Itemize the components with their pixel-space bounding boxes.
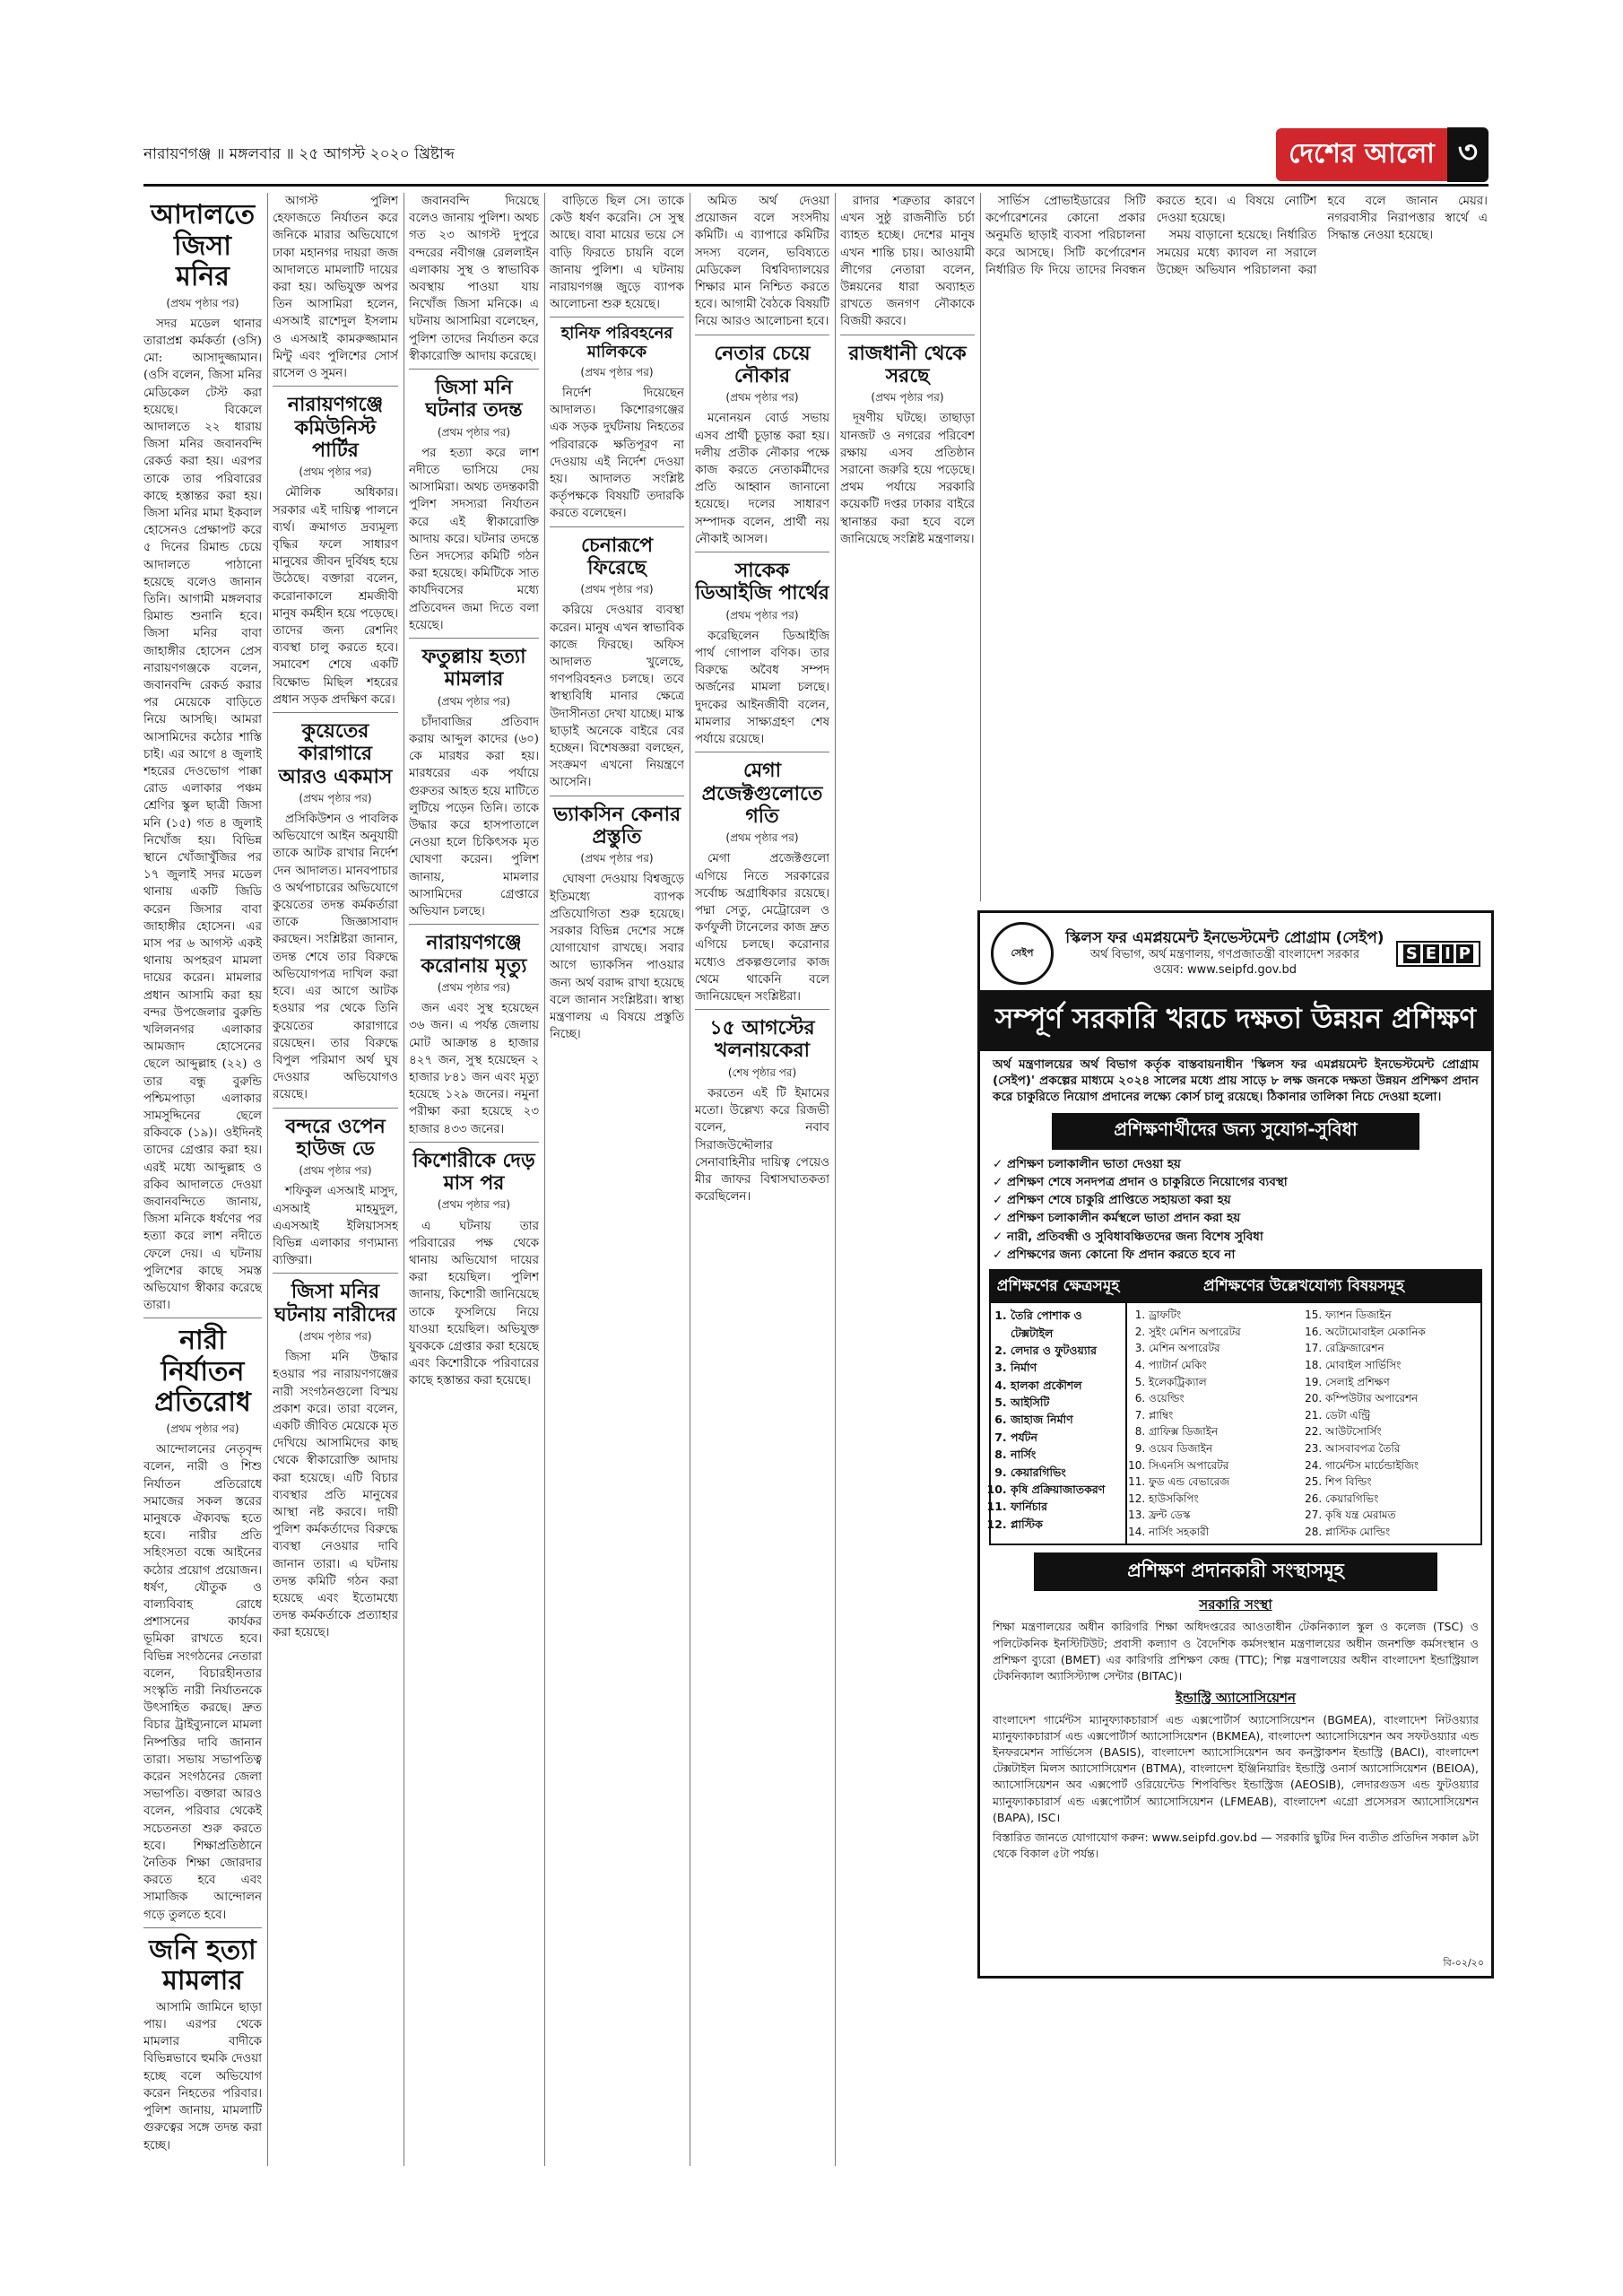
list-item: 10. সিএনসি অপারেটর: [1149, 1457, 1300, 1474]
article-body: দূষণীয় ঘটছে। তাছাড়া যানজট ও নগরের পরিবেশ রক্ষায় এসব প্রতিষ্ঠান সরানো জরুরি হয়ে পড়েছে। প্রথম পর্যায়ে সরকারি কয়েকটি দপ্তর ঢাকার বাইরে স্থানান্তর করা হবে বলে জানিয়েছে সংশ্লিষ্ট মন্ত্রণালয়।: [840, 412, 975, 546]
headline: নারী নির্যাতন প্রতিরোধ: [154, 1325, 251, 1419]
headline: জিসা মনির ঘটনায় নারীদের: [273, 1280, 397, 1326]
list-item: 24. গার্মেন্টস মার্চেন্ডাইজিং: [1325, 1457, 1477, 1474]
article-body: মৌলিক অধিকার। সরকার এই দায়িত্ব পালনে ব্যর্থ। ক্রমাগত দ্রব্যমূল্য বৃদ্ধির ফলে সাধারণ মানুষের জীবন দুর্বিষহ হয়ে উঠেছে। বক্তারা বলেন, করোনাকালে শ্রমজীবী মানুষ কর্মহীন হয়ে পড়েছে। তাদের জন্য রেশনিং ব্যবস্থা চালু করতে হবে। সমাবেশ শেষে একটি বিক্ষোভ মিছিল শহরের প্রধান সড়ক প্রদক্ষিণ করে।: [273, 484, 398, 713]
continuation-note: (প্রথম পৃষ্ঠার পর): [871, 391, 944, 404]
industry-providers-text: বাংলাদেশ গার্মেন্টস ম্যানুফ্যাকচারার্স এন্ড এক্সপোর্টার্স অ্যাসোসিয়েশন (BGMEA), বাংলাদেশ নিটওয়্যার ম্যানুফ্যাকচারার্স এন্ড এক্সপোর্টার্স অ্যাসোসিয়েশন (BKMEA), বাংলাদেশ অ্যাসোসিয়েশন অব সফটওয়্যার এন্ড ইনফরমেশন সার্ভিসেস (BASIS), বাংলাদেশ অ্যাসোসিয়েশন অব কনস্ট্রাকশন ইন্ডাস্ট্রি (BACI), বাংলাদেশ টেক্সটাইল মিলস অ্যাসোসিয়েশন (BTMA), বাংলাদেশ ইঞ্জিনিয়ারিং ইন্ডাস্ট্রি ওনার্স অ্যাসোসিয়েশন (BEIOA), অ্যাসোসিয়েশন অব এক্সপোর্ট ওরিয়েন্টেড শিপবিল্ডিং ইন্ডাস্ট্রিজ (AEOSIB), লেদারগুডস এন্ড ফুটওয়্যার ম্যানুফ্যাকচারার্স এন্ড এক্সপোর্টার্স অ্যাসোসিয়েশন (LFMEAB), বাংলাদেশ এগ্রো প্রসেসরস অ্যাসোসিয়েশন (BAPA), ISC।: [993, 1712, 1479, 1824]
benefits-title: প্রশিক্ষণার্থীদের জন্য সুযোগ-সুবিধা: [1052, 1113, 1419, 1150]
article-body: সার্ভিস প্রোভাইডারের সিটি কর্পোরেশনের কোনো প্রকার অনুমতি ছাড়াই ব্যবসা পরিচালনা করে আসছে। সিটি কর্পোরেশন নির্ধারিত ফি দিয়ে তাদের নিবন্ধন করতে হবে। এ বিষয়ে নোটিশ দেওয়া হয়েছে।: [985, 195, 1317, 277]
list-item: 8. গ্রাফিক্স ডিজাইন: [1149, 1423, 1300, 1440]
sectors-column: [991, 1271, 1127, 1544]
list-item: 19. সেলাই প্রশিক্ষণ: [1325, 1374, 1477, 1391]
list-item: 11. ফার্নিচার: [1011, 1498, 1122, 1515]
list-item: 3. নির্মাণ: [1011, 1359, 1122, 1376]
ad-banner: সম্পূর্ণ সরকারি খরচে দক্ষতা উন্নয়ন প্রশিক্ষণ: [980, 990, 1491, 1051]
list-item: 3. মেশিন অপারেটর: [1149, 1340, 1300, 1357]
topics-header: প্রশিক্ষণের উল্লেখযোগ্য বিষয়সমূহ: [1127, 1271, 1480, 1303]
headline: ফতুল্লায় হত্যা মামলার: [421, 645, 526, 691]
page-header: [143, 130, 1488, 180]
column-divider: [980, 193, 981, 901]
list-item: 1. তৈরি পোশাক ও টেক্সটাইল: [1011, 1307, 1122, 1342]
list-item: 16. অটোমোবাইল মেকানিক: [1325, 1324, 1477, 1341]
article-body: চাঁদাবাজির প্রতিবাদ করায় আব্দুল কাদের (৬০) কে মারধর করা হয়। মারধরের এক পর্যায়ে গুরুতর আহত হয়ে মাটিতে লুটিয়ে পড়েন তিনি। তাকে উদ্ধার করে হাসপাতালে নেওয়া হলে চিকিৎসক মৃত ঘোষণা করেন। পুলিশ জানায়, মামলার আসামিদের গ্রেপ্তারে অভিযান চলছে।: [409, 714, 539, 925]
list-item: 25. শিপ বিল্ডিং: [1325, 1474, 1477, 1491]
list-item: 7. প্লাম্বিং: [1149, 1407, 1300, 1424]
list-item: 7. পর্যটন: [1011, 1429, 1122, 1446]
article-body: আন্দোলনের নেতৃবৃন্দ বলেন, নারী ও শিশু নির্যাতন প্রতিরোধে সমাজের সকল স্তরের মানুষকে ঐক্যবদ্ধ হতে হবে। নারীর প্রতি সহিংসতা বন্ধে আইনের কঠোর প্রয়োগ প্রয়োজন। ধর্ষণ, যৌতুক ও বাল্যবিবাহ রোধে প্রশাসনের কার্যকর ভূমিকা রাখতে হবে। বিভিন্ন সংগঠনের নেতারা বলেন, বিচারহীনতার সংস্কৃতি নারী নির্যাতনকে উৎসাহিত করছে। দ্রুত বিচার ট্রাইব্যুনালে মামলা নিষ্পত্তির দাবি জানান তারা। সভায় সভাপতিত্ব করেন সংগঠনের জেলা সভাপতি। বক্তারা আরও বলেন, পরিবার থেকেই সচেতনতা শুরু করতে হবে। শিক্ষাপ্রতিষ্ঠানে নৈতিক শিক্ষা জোরদার করতে হবে এবং সামাজিক আন্দোলন গড়ে তুলতে হবে।: [143, 1441, 262, 1928]
continuation-note: (প্রথম পৃষ্ঠার পর): [299, 1329, 372, 1343]
ad-code: বি-০২/২০: [1443, 1957, 1484, 1969]
industry-providers-heading: ইন্ডাস্ট্রি অ্যাসোসিয়েশন: [1176, 1689, 1296, 1706]
headline: চেনারূপে ফিরেছে: [580, 533, 654, 579]
article-body: পর হত্যা করে লাশ নদীতে ভাসিয়ে দেয় আসামিরা। অথচ তদন্তকারী পুলিশ সদস্যরা নির্যাতন করে এই স্বীকারোক্তি আদায় করে। ঘটনার তদন্তে তিন সদস্যের কমিটি গঠন করা হয়েছে। কমিটিকে সাত কার্যদিবসের মধ্যে প্রতিবেদন জমা দিতে বলা হয়েছে।: [409, 445, 539, 639]
continuation-note: (প্রথম পৃষ্ঠার পর): [437, 1198, 511, 1212]
list-item: 9. ওয়েব ডিজাইন: [1149, 1440, 1300, 1457]
continuation-note: (প্রথম পৃষ্ঠার পর): [437, 694, 511, 708]
column-divider: [267, 193, 268, 2166]
article-body: করতেন এই টি ইমামের মতো। উল্লেখ্য করে রিজভী বলেন, নবাব সিরাজউদ্দৌলার সেনাবাহিনীর দায়িত্ব পেয়েও মীর জাফর বিশ্বাসঘাতকতা করেছিলেন।: [695, 1086, 829, 1205]
continuation-note: (প্রথম পৃষ্ঠার পর): [725, 608, 799, 622]
article-body: করেছিলেন ডিআইজি পার্থ গোপাল বণিক। তার বিরুদ্ধে অবৈধ সম্পদ অর্জনের মামলা চলছে। দুদকের আইনজীবী বলেন, মামলার সাক্ষ্যগ্রহণ শেষ পর্যায়ে রয়েছে।: [695, 628, 829, 752]
list-item: 2. সুইং মেশিন অপারেটর: [1149, 1324, 1300, 1341]
topics-list-a: [1149, 1307, 1300, 1540]
headline: নারায়ণগঞ্জে কমিউনিস্ট পার্টির: [287, 393, 384, 462]
list-item: 2. লেদার ও ফুটওয়্যার: [1011, 1342, 1122, 1359]
continuation-note: (প্রথম পৃষ্ঠার পর): [299, 1164, 372, 1178]
list-item: ✓ প্রশিক্ষণ শেষে চাকুরি প্রাপ্তিতে সহায়তা করা হয়: [993, 1191, 1479, 1209]
article-body: এ ঘটনায় তার পরিবারের পক্ষ থেকে থানায় অভিযোগ দায়ের করা হয়েছিল। পুলিশ জানায়, কিশোরী জানিয়েছে তাকে ফুসলিয়ে নিয়ে যাওয়া হয়েছিল। অভিযুক্ত যুবককে গ্রেপ্তার করা হয়েছে এবং কিশোরীকে পরিবারের কাছে হস্তান্তর করা হয়েছে।: [409, 1219, 539, 1388]
continuation-note: (প্রথম পৃষ্ঠার পর): [299, 791, 372, 804]
list-item: ✓ প্রশিক্ষণ শেষে সনদপত্র প্রদান ও চাকুরিতে নিয়োগের ব্যবস্থা: [993, 1173, 1479, 1191]
list-item: 12. হাউসকিপিং: [1149, 1491, 1300, 1508]
headline: ১৫ আগস্টের খলনায়কেরা: [709, 1016, 815, 1063]
article-body: সময় বাড়ানো হয়েছে। নির্ধারিত সময়ের মধ্যে ক্যাবল না সরালে উচ্ছেদ অভিযান পরিচালনা করা হবে বলে জানান মেয়র। নগরবাসীর নিরাপত্তার স্বার্থে এ সিদ্ধান্ত নেওয়া হয়েছে।: [1156, 195, 1488, 277]
column-2: [273, 193, 398, 2166]
list-item: 4. প্যাটার্ন মেকিং: [1149, 1357, 1300, 1374]
headline: নারায়ণগঞ্জে করোনায় মৃত্যু: [421, 931, 527, 978]
ad-intro: অর্থ মন্ত্রণালয়ের অর্থ বিভাগ কর্তৃক বাস্তবায়নাধীন 'স্কিলস ফর এমপ্লয়মেন্ট ইনভেস্টমেন্ট প্রোগ্রাম (সেইপ)' প্রকল্পের মাধ্যমে ২০২৪ সালের মধ্যে প্রায় সাড়ে ৮ লক্ষ জনকে দক্ষতা উন্নয়ন প্রশিক্ষণ প্রদান করে চাকুরিতে নিয়োগ প্রদানের লক্ষ্যে কোর্স চালু রয়েছে। ঠিকানার তালিকা নিচে দেওয়া হলো।: [993, 1057, 1479, 1105]
continuation-note: (প্রথম পৃষ্ঠার পর): [725, 391, 799, 404]
list-item: 26. কেয়ারগিভিং: [1325, 1491, 1477, 1508]
headline: সাকেক ডিআইজি পার্থের: [695, 559, 829, 605]
article-body: প্রসিকিউশন ও পাবলিক অভিযোগে আইন অনুযায়ী তাকে আটক রাখার নির্দেশ দেন আদালত। মানবপাচার ও অর্থপাচারের অভিযোগে কুয়েতের তদন্ত কর্মকর্তারা তাকে জিজ্ঞাসাবাদ করছেন। সংশ্লিষ্টরা জানান, তদন্ত শেষে তার বিরুদ্ধে অভিযোগপত্র দাখিল করা হবে। এর আগে আটক হওয়ার পর থেকে তিনি কুয়েতের কারাগারে রয়েছেন। তার বিরুদ্ধে বিপুল পরিমাণ অর্থ ঘুষ দেওয়ার অভিযোগও রয়েছে।: [273, 811, 398, 1108]
column-3: [409, 193, 539, 2166]
header-rule: [143, 184, 1488, 187]
list-item: 28. প্লাস্টিক মোল্ডিং: [1325, 1524, 1477, 1541]
benefits-list: [993, 1155, 1479, 1265]
headline: জনি হত্যা মামলার: [149, 1934, 256, 1997]
list-item: 14. নার্সিং সহকারী: [1149, 1524, 1300, 1541]
list-item: 13. ফ্রন্ট ডেস্ক: [1149, 1507, 1300, 1524]
continuation-note: (প্রথম পৃষ্ঠার পর): [166, 1422, 239, 1435]
continuation-note: (প্রথম পৃষ্ঠার পর): [299, 465, 372, 479]
column-4: [550, 193, 684, 2166]
continuation-note: (প্রথম পৃষ্ঠার পর): [580, 852, 654, 865]
list-item: 27. কৃষি যন্ত্র মেরামত: [1325, 1507, 1477, 1524]
headline: আদালতে জিসা মনির: [150, 199, 256, 292]
list-item: ✓ প্রশিক্ষণ চলাকালীন কর্মস্থলে ভাতা প্রদান করা হয়: [993, 1209, 1479, 1227]
article-body: অমিত অর্থ দেওয়া প্রয়োজন বলে সংসদীয় কমিটি। এ ব্যাপারে কমিটির সদস্য বলেন, ভবিষ্যতে মেডিকেল বিশ্ববিদ্যালয়ের শিক্ষার মান নিশ্চিত করতে হবে। আগামী বৈঠকে বিষয়টি নিয়ে আরও আলোচনা হবে।: [695, 193, 829, 335]
ad-org-name: স্কিলস ফর এমপ্লয়মেন্ট ইনভেস্টমেন্ট প্রোগ্রাম (সেইপ) অর্থ বিভাগ, অর্থ মন্ত্রণালয়, গণপ্রজাতন্ত্রী বাংলাদেশ সরকার ওয়েব: www.seipfd.gov.bd: [1065, 929, 1384, 977]
article-body: জন এবং সুস্থ হয়েছেন ৩৬ জন। এ পর্যন্ত জেলায় মোট আক্রান্ত ৪ হাজার ৪২৭ জন, সুস্থ হয়েছেন ২ হাজার ৮৪১ জন এবং মৃত্যু হয়েছে ১২৯ জনের। নমুনা পরীক্ষা করা হয়েছে ২৩ হাজার ৪৩৩ জনের।: [409, 1000, 539, 1143]
headline: বন্দরে ওপেন হাউজ ডে: [285, 1114, 386, 1161]
column-6: [840, 193, 975, 901]
headline: রাজধানী থেকে সরছে: [848, 341, 967, 387]
continuation-note: (শেষ পৃষ্ঠার পর): [727, 1065, 797, 1079]
headline: কিশোরীকে দেড় মাস পর: [412, 1148, 535, 1196]
article-body: নির্দেশ দিয়েছেন আদালত। কিশোরগঞ্জের এক সড়ক দুর্ঘটনায় নিহতের পরিবারকে ক্ষতিপূরণ না দেওয়ায় এই নির্দেশ দেওয়া হয়। আদালত সংশ্লিষ্ট কর্তৃপক্ষকে বিষয়টি তদারকি করতে বলেছেন।: [550, 385, 684, 527]
continuation-note: (প্রথম পৃষ্ঠার পর): [437, 980, 511, 994]
continuation-note: (প্রথম পৃষ্ঠার পর): [580, 365, 654, 378]
list-item: ✓ নারী, প্রতিবন্ধী ও সুবিধাবঞ্চিতদের জন্য বিশেষ সুবিধা: [993, 1228, 1479, 1246]
headline: হানিফ পরিবহনের মালিককে: [560, 324, 673, 362]
list-item: 15. ফ্যাশন ডিজাইন: [1325, 1307, 1477, 1324]
list-item: ✓ প্রশিক্ষণ চলাকালীন ভাতা দেওয়া হয়: [993, 1155, 1479, 1173]
list-item: 10. কৃষি প্রক্রিয়াজাতকরণ: [1011, 1481, 1122, 1498]
list-item: 22. আউটসোর্সিং: [1325, 1423, 1477, 1440]
article-body: আসামি জামিনে ছাড়া পায়। এরপর থেকে মামলার বাদীকে বিভিন্নভাবে হুমকি দেওয়া হচ্ছে বলে অভিযোগ করেন নিহতের পরিবার। পুলিশ জানায়, মামলাটি গুরুত্বের সঙ্গে তদন্ত করা হচ্ছে।: [143, 2000, 262, 2152]
list-item: 1. ড্রাফটিং: [1149, 1307, 1300, 1324]
list-item: 6. জাহাজ নির্মাণ: [1011, 1411, 1122, 1428]
article-body: জিসা মনি উদ্ধার হওয়ার পর নারায়ণগঞ্জের নারী সংগঠনগুলো বিস্ময় প্রকাশ করে। তারা বলেন, একটি জীবিত মেয়েকে মৃত দেখিয়ে আসামিদের কাছ থেকে স্বীকারোক্তি আদায় করা হয়েছে। এটি বিচার ব্যবস্থার প্রতি মানুষের আস্থা নষ্ট করবে। দায়ী পুলিশ কর্মকর্তাদের বিরুদ্ধে ব্যবস্থা নেওয়ার দাবি জানান তারা। এ ঘটনায় তদন্ত কমিটি গঠন করা হয়েছে এবং ইতোমধ্যে তদন্ত কর্মকর্তাকে প্রত্যাহার করা হয়েছে।: [273, 1351, 398, 1640]
list-item: 5. আইসিটি: [1011, 1394, 1122, 1411]
list-item: 18. মোবাইল সার্ভিসিং: [1325, 1357, 1477, 1374]
list-item: 17. রেফ্রিজারেশন: [1325, 1340, 1477, 1357]
article-body: করিয়ে দেওয়ার ব্যবস্থা করেন। মানুষ এখন স্বাভাবিক কাজে ফিরছে। অফিস আদালত খুলেছে, গণপরিবহনও চলছে। তবে স্বাস্থ্যবিধি মানার ক্ষেত্রে উদাসীনতা দেখা যাচ্ছে। মাস্ক ছাড়াই অনেকে বাইরে বের হচ্ছেন। বিশেষজ্ঞরা বলছেন, সংক্রমণ এখনো নিয়ন্ত্রণে আসেনি।: [550, 602, 684, 796]
training-table: [989, 1269, 1482, 1545]
continuation-note: (প্রথম পৃষ্ঠার পর): [725, 831, 799, 845]
list-item: 8. নার্সিং: [1011, 1446, 1122, 1463]
seip-advertisement: [977, 910, 1494, 1979]
headline: মেগা প্রজেক্টগুলোতে গতি: [701, 759, 823, 828]
page-number: ৩: [1447, 127, 1488, 182]
list-item: 5. ইলেকট্রিক্যাল: [1149, 1374, 1300, 1391]
headline: জিসা মনি ঘটনার তদন্ত: [425, 376, 523, 422]
article-body: জবানবন্দি দিয়েছে বলেও জানায় পুলিশ। অথচ গত ২৩ আগস্ট দুপুরে বন্দরের নবীগঞ্জ রেললাইন এলাকায় সুস্থ ও স্বাভাবিক অবস্থায় পাওয়া যায় নিখোঁজ জিসা মনিকে। এ ঘটনায় আসামিরা বলেছেন, পুলিশ তাদের নির্যাতন করে স্বীকারোক্তি আদায় করেছে।: [409, 193, 539, 370]
article-body: আগস্ট পুলিশ হেফাজতে নির্যাতন করে জনিকে মারার অভিযোগে ঢাকা মহানগর দায়রা জজ আদালতে মামলাটি দায়ের করা হয়। অভিযুক্ত অপর তিন আসামিরা হলেন, এসআই রাশেদুল ইসলাম ও এসআই কামরুজ্জামান মিন্টু এবং পুলিশের সোর্স রাসেল ও সুমন।: [273, 193, 398, 387]
topics-list-b: [1325, 1307, 1477, 1540]
continuation-note: (প্রথম পৃষ্ঠার পর): [437, 425, 511, 439]
list-item: 11. ফুড এন্ড বেভারেজ: [1149, 1474, 1300, 1491]
government-emblem-icon: সেইপ: [991, 922, 1054, 985]
list-item: 20. কম্পিউটার অপারেশন: [1325, 1390, 1477, 1407]
providers-title: প্রশিক্ষণ প্রদানকারী সংস্থাসমূহ: [1034, 1552, 1437, 1591]
column-7: [985, 193, 1488, 901]
ad-footer: বিস্তারিত জানতে যোগাযোগ করুন: www.seipfd.gov.bd — সরকারি ছুটির দিন ব্যতীত প্রতিদিন সকাল ৯টা থেকে বিকাল ৫টা পর্যন্ত।: [993, 1830, 1479, 1860]
list-item: 6. ওয়েল্ডিং: [1149, 1390, 1300, 1407]
column-5: [695, 193, 829, 2166]
article-body: রাদার শত্রুতার কারণে এখন সুষ্ঠু রাজনীতি চর্চা ব্যাহত হচ্ছে। দেশের মানুষ এখন শান্তি চায়। আওয়ামী লীগের নেতারা বলেন, উন্নয়নের ধারা অব্যাহত রাখতে জনগণ নৌকাকে বিজয়ী করবে।: [840, 193, 975, 335]
topics-column: [1127, 1271, 1480, 1544]
list-item: ✓ প্রশিক্ষণের জন্য কোনো ফি প্রদান করতে হবে না: [993, 1246, 1479, 1264]
article-body: ঘোষণা দেওয়ায় বিশ্বজুড়ে ইতিমধ্যে ব্যাপক প্রতিযোগিতা শুরু হয়েছে। সরকার বিভিন্ন দেশের সঙ্গে যোগাযোগ রাখছে। সবার আগে ভ্যাকসিন পাওয়ার জন্য অর্থ বরাদ্দ রাখা হয়েছে বলে জানান সংশ্লিষ্টরা। স্বাস্থ্য মন্ত্রণালয় এ বিষয়ে প্রস্তুতি নিচ্ছে।: [550, 873, 684, 1042]
list-item: 9. কেয়ারগিভিং: [1011, 1464, 1122, 1481]
headline: কুয়েতের কারাগারে আরও একমাস: [278, 718, 393, 788]
ad-header: [980, 913, 1491, 988]
headline: নেতার চেয়ে নৌকার: [714, 341, 811, 387]
article-body: শফিকুল এসআই মাসুদ, এসআই মাহমুদুল, এএসআই ইলিয়াসসহ বিভিন্ন এলাকার গণ্যমান্য ব্যক্তিরা।: [273, 1183, 398, 1274]
gov-providers-heading: সরকারি সংস্থা: [1199, 1596, 1272, 1613]
article-body: মেগা প্রজেক্টগুলো এগিয়ে নিতে সরকারের সর্বোচ্চ অগ্রাধিকার রয়েছে। পদ্মা সেতু, মেট্রোরেল ও কর্ণফুলী টানেলের কাজ দ্রুত এগিয়ে চলছে। করোনার মধ্যেও প্রকল্পগুলোর কাজ থেমে থাকেনি বলে জানিয়েছেন সংশ্লিষ্টরা।: [695, 850, 829, 1010]
list-item: 21. ডেটা এন্ট্রি: [1325, 1407, 1477, 1424]
column-divider: [544, 193, 545, 2166]
list-item: 23. আসবাবপত্র তৈরি: [1325, 1440, 1477, 1457]
gov-providers-text: শিক্ষা মন্ত্রণালয়ের অধীন কারিগরি শিক্ষা অধিদপ্তরের আওতাধীন টেকনিক্যাল স্কুল ও কলেজ (TSC) ও পলিটেকনিক ইনস্টিটিউট; প্রবাসী কল্যাণ ও বৈদেশিক কর্মসংস্থান মন্ত্রণালয়ের অধীন জনশক্তি কর্মসংস্থান ও প্রশিক্ষণ ব্যুরো (BMET) এর কারিগরি প্রশিক্ষণ কেন্দ্র (TTC); শিল্প মন্ত্রণালয়ের অধীন বাংলাদেশ ইন্ডাস্ট্রিয়াল টেকনিক্যাল অ্যাসিস্ট্যান্স সেন্টার (BITAC)।: [993, 1620, 1479, 1683]
column-divider: [835, 193, 836, 2166]
sectors-header: প্রশিক্ষণের ক্ষেত্রসমূহ: [991, 1271, 1125, 1303]
masthead: [1276, 130, 1488, 178]
article-body: সদর মডেল থানার তারাপ্রশ্ন কর্মকর্তা (ওসি) মো: আসাদুজ্জামান। (ওসি বলেন, জিসা মনির মেডিকেল টেস্ট করা হয়েছে। বিকেলে আদালতে ২২ ধারায় জিসা মনির জবানবন্দি রেকর্ড করা হয়। এরপর তাকে তার পরিবারের কাছে হস্তান্তর করা হয়। জিসা মনির মামা ইকবাল হোসেনও প্রেক্ষাপট করে ৫ দিনের রিমান্ড চেয়ে আদালতে পাঠানো হয়েছে বলেও জানান তিনি। আগামী মঙ্গলবার রিমান্ড শুনানি হবে। জিসা মনির বাবা জাহাঙ্গীর হোসেন প্রেস নারায়ণগঞ্জকে বলেন, জবানবন্দি রেকর্ড করার পর মেয়েকে বাড়িতে নিয়ে আসছি। আমরা আসামিদের কঠোর শাস্তি চাই। এর আগে ৪ জুলাই শহরের দেওভোগ পাক্কা রোড এলাকার পঞ্চম শ্রেণির স্কুল ছাত্রী জিসা মনি (১৫) গত ৪ জুলাই নিখোঁজ হয়। বিভিন্ন স্থানে খোঁজাখুঁজির পর ১৭ জুলাই সদর মডেল থানায় একটি জিডি করেন জিসার বাবা জাহাঙ্গীর হোসেন। এর মাস পর ৬ আগস্ট একই থানায় অপহরণ মামলা দায়ের করেন। মামলার প্রধান আসামি করা হয় বন্দর উপজেলার বুরুন্ডি খলিলনগর এলাকার আমজাদ হোসেনের ছেলে আব্দুল্লাহ (২২) ও তার বন্ধু বুরুন্ডি পশ্চিমপাড়া এলাকার সামসুদ্দিনের ছেলে রকিবকে (১৯)। ওইদিনই তাদের গ্রেপ্তার করা হয়। এরই মধ্যে আব্দুল্লাহ ও রকিব আদালতে দেওয়া জবানবন্দিতে জানায়, জিসা মনিকে ধর্ষণের পর হত্যা করে লাশ নদীতে ফেলে দেয়। এ ঘটনায় পুলিশের কাছে সমস্ত অভিযোগ স্বীকার করেছে তারা।: [143, 316, 262, 1319]
sectors-list: [1011, 1307, 1122, 1533]
masthead-title: দেশের আলো: [1276, 128, 1447, 181]
dateline: নারায়ণগঞ্জ ॥ মঙ্গলবার ॥ ২৫ আগস্ট ২০২০ খ্রিষ্টাব্দ: [143, 145, 455, 163]
article-body: বাড়িতে ছিল সে। তাকে কেউ ধর্ষণ করেনি। সে সুস্থ আছে। বাবা মায়ের ভয়ে সে বাড়ি ফিরতে চায়নি বলে জানায় পুলিশ। এ ঘটনায় নারায়ণগঞ্জ জুড়ে ব্যাপক আলোচনা শুরু হয়েছে।: [550, 193, 684, 317]
seip-logo: S E I P: [1396, 941, 1480, 967]
continuation-note: (প্রথম পৃষ্ঠার পর): [166, 296, 239, 309]
article-body: মনোনয়ন বোর্ড সভায় এসব প্রার্থী চূড়ান্ত করা হয়। দলীয় প্রতীক নৌকার পক্ষে কাজ করতে নেতাকর্মীদের প্রতি আহ্বান জানানো হয়েছে। দলের সাধারণ সম্পাদক বলেন, প্রার্থী নয় নৌকাই আসল।: [695, 410, 829, 552]
headline: ভ্যাকসিন কেনার প্রস্তুতি: [552, 802, 681, 848]
column-1: [143, 193, 262, 2166]
list-item: 12. প্লাস্টিক: [1011, 1516, 1122, 1533]
list-item: 4. হালকা প্রকৌশল: [1011, 1377, 1122, 1394]
continuation-note: (প্রথম পৃষ্ঠার পর): [580, 583, 654, 596]
